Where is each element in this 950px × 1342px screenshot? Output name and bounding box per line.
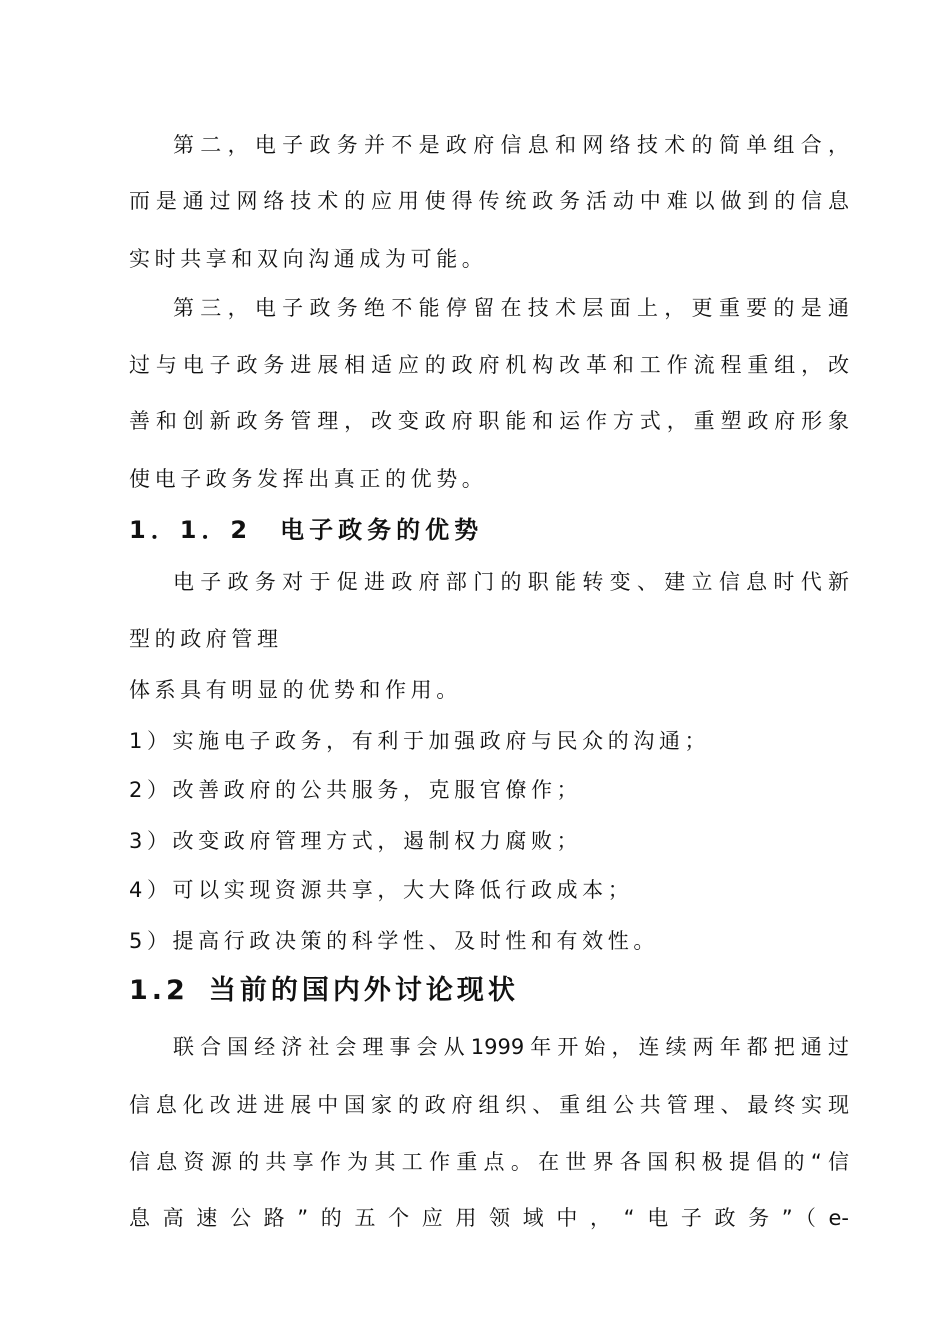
- list-item: 2）改善政府的公共服务，克服官僚作；: [129, 778, 583, 802]
- heading-title: 电子政务的优势: [280, 516, 484, 544]
- list-item: 1）实施电子政务，有利于加强政府与民众的沟通；: [129, 729, 711, 753]
- section-heading-1-1-2: [129, 515, 483, 545]
- text-line: 信息资源的共享作为其工作重点。在世界各国积极提倡的“信: [129, 1150, 849, 1174]
- section-heading-1-2: [129, 976, 519, 1006]
- heading-number: 1．1．2: [129, 516, 253, 544]
- text-line: 而是通过网络技术的应用使得传统政务活动中难以做到的信息: [129, 189, 849, 213]
- list-item: 3）改变政府管理方式，遏制权力腐败；: [129, 829, 583, 853]
- text-line: 使电子政务发挥出真正的优势。: [129, 467, 488, 491]
- heading-number: 1.2: [129, 975, 189, 1006]
- text-line: 第三，电子政务绝不能停留在技术层面上，更重要的是通: [173, 296, 849, 320]
- text-line: 过与电子政务进展相适应的政府机构改革和工作流程重组，改: [129, 353, 849, 377]
- text-line: 型的政府管理: [129, 627, 283, 651]
- text-line: 信息化改进进展中国家的政府组织、重组公共管理、最终实现: [129, 1093, 849, 1117]
- list-item: 4）可以实现资源共享，大大降低行政成本；: [129, 878, 634, 902]
- text-line: 联合国经济社会理事会从1999年开始，连续两年都把通过: [173, 1035, 849, 1059]
- list-item: 5）提高行政决策的科学性、及时性和有效性。: [129, 929, 659, 953]
- text-line: 电子政务对于促进政府部门的职能转变、建立信息时代新: [173, 570, 849, 594]
- text-line: 第二，电子政务并不是政府信息和网络技术的简单组合，: [173, 133, 849, 157]
- text-line: 实时共享和双向沟通成为可能。: [129, 247, 488, 271]
- heading-title: 当前的国内外讨论现状: [208, 975, 519, 1006]
- text-line: 善和创新政务管理，改变政府职能和运作方式，重塑政府形象: [129, 409, 849, 433]
- text-line: 息高速公路”的五个应用领域中，“电子政务”（e-: [129, 1206, 849, 1230]
- text-line: 体系具有明显的优势和作用。: [129, 678, 462, 702]
